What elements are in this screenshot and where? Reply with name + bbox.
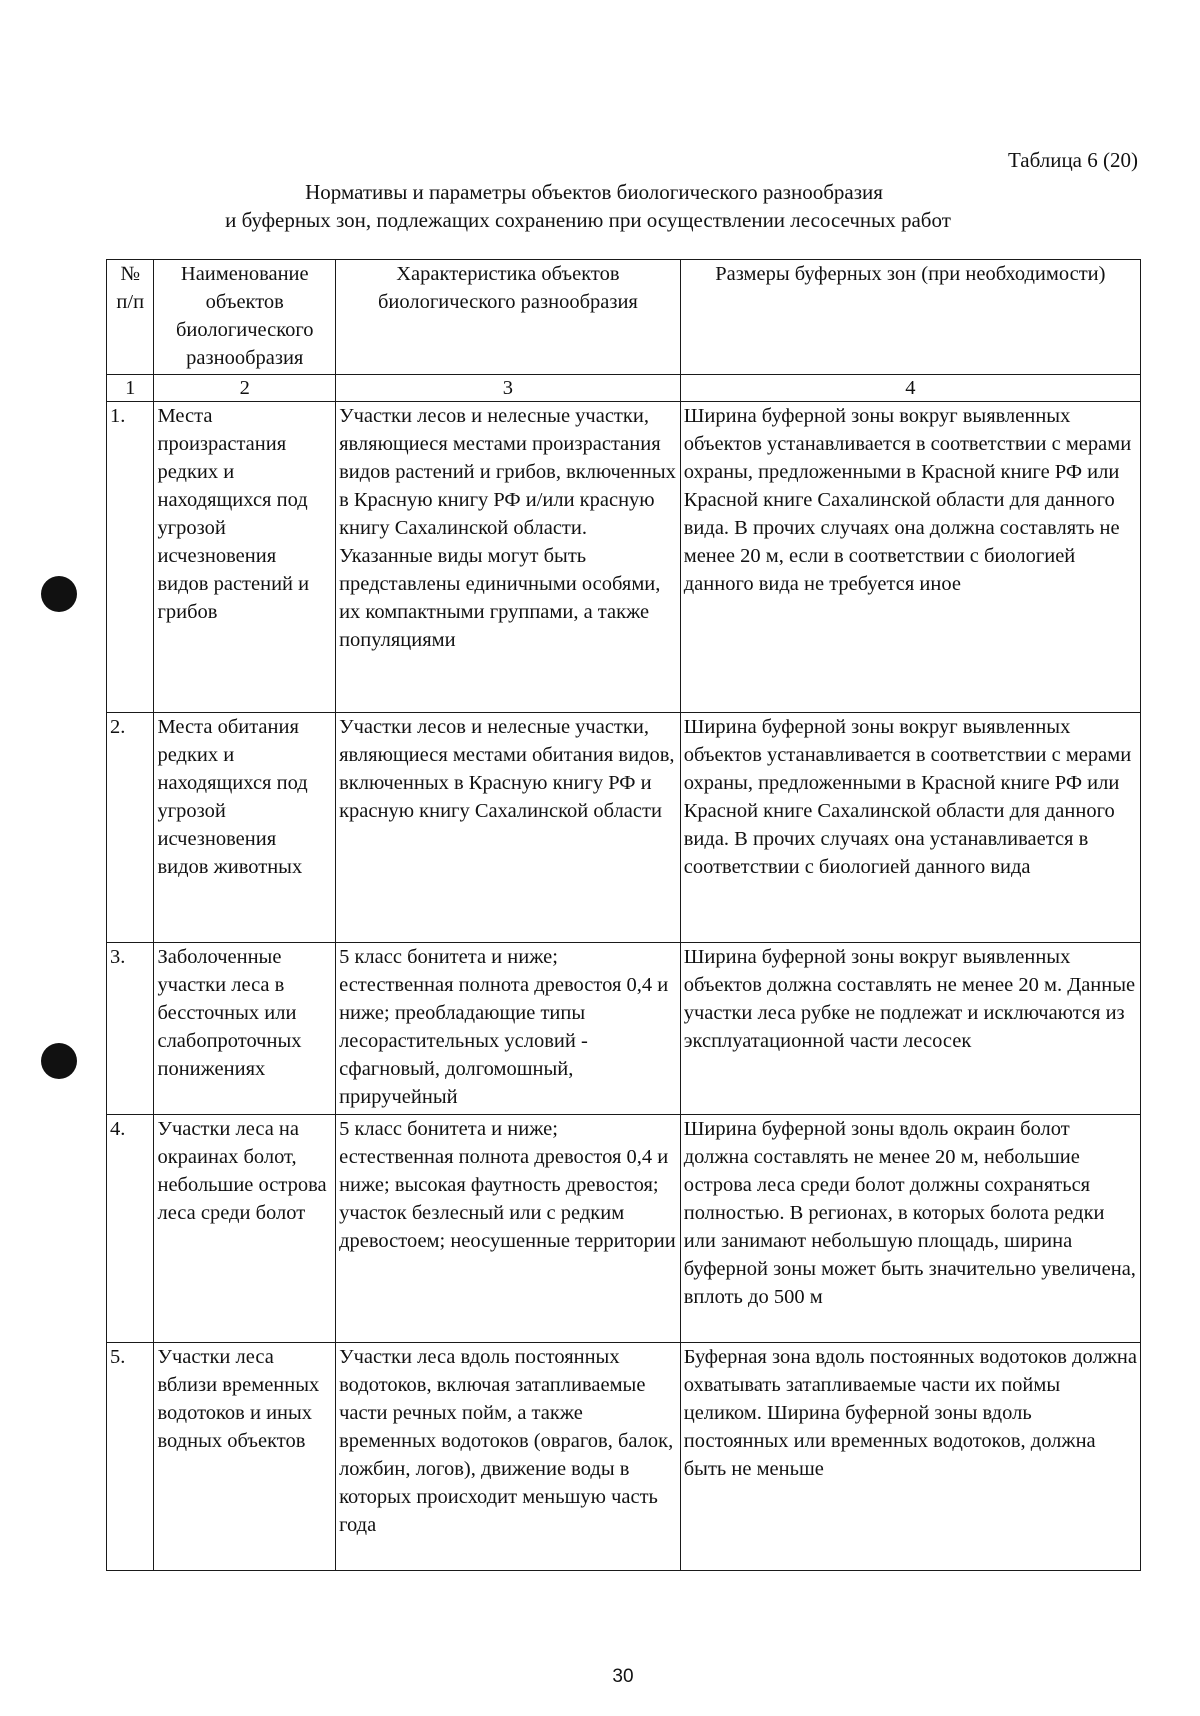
object-characteristic: Участки лесов и нелесные участки, являющиеся местами обитания видов, включенных в Красную книгу РФ и красную книгу Сахалинской области [336,713,681,943]
object-name: Участки леса вблизи временных водотоков и иных водных объектов [154,1343,336,1571]
object-name: Места обитания редких и находящихся под угрозой исчезновения видов животных [154,713,336,943]
table-row [107,943,1141,1115]
row-number: 4. [107,1115,154,1343]
table-header-row [107,260,1141,375]
table-title-line-2: и буферных зон, подлежащих сохранению при осуществлении лесосечных работ [225,208,951,232]
object-characteristic: Участки лесов и нелесные участки, являющиеся местами произрастания видов растений и грибов, включенных в Красную книгу РФ и/или красную книгу Сахалинской области. Указанные виды могут быть представлены единичными особями, их компактными группами, а также популяциями [336,402,681,713]
buffer-zone-size: Ширина буферной зоны вокруг выявленных объектов устанавливается в соответствии с мерами охраны, предложенными в Красной книге РФ или Красной книге Сахалинской области для данного вида. В прочих случаях она должна составлять не менее 20 м, если в соответствии с биологией данного вида не требуется иное [680,402,1140,713]
header-buffer-size: Размеры буферных зон (при необходимости) [680,260,1140,375]
index-cell: 1 [107,375,154,402]
row-number: 5. [107,1343,154,1571]
object-name: Заболоченные участки леса в бессточных или слабопроточных понижениях [154,943,336,1115]
page-number: 30 [612,1666,634,1687]
table-row [107,1343,1141,1571]
index-cell: 4 [680,375,1140,402]
header-characteristic: Характеристика объектов биологического разнообразия [336,260,681,375]
index-cell: 3 [336,375,681,402]
table-row [107,402,1141,713]
row-number: 2. [107,713,154,943]
punch-hole-mark [41,576,77,612]
buffer-zone-size: Ширина буферной зоны вдоль окраин болот должна составлять не менее 20 м, небольшие острова леса среди болот должны сохраняться полностью. В регионах, в которых болота редки или занимают небольшую площадь, ширина буферной зоны может быть значительно увеличена, вплоть до 500 м [680,1115,1140,1343]
object-characteristic: 5 класс бонитета и ниже; естественная полнота древостоя 0,4 и ниже; высокая фаутность древостоя; участок безлесный или с редким древостоем; неосушенные территории [336,1115,681,1343]
header-number: № п/п [107,260,154,375]
table-index-row [107,375,1141,402]
index-cell: 2 [154,375,336,402]
buffer-zone-size: Буферная зона вдоль постоянных водотоков должна охватывать затапливаемые части их поймы целиком. Ширина буферной зоны вдоль постоянных или временных водотоков, должна быть не меньше [680,1343,1140,1571]
table-title-line-1: Нормативы и параметры объектов биологического разнообразия [305,180,883,204]
punch-hole-mark [41,1043,77,1079]
row-number: 1. [107,402,154,713]
object-characteristic: 5 класс бонитета и ниже; естественная полнота древостоя 0,4 и ниже; преобладающие типы лесорастительных условий - сфагновый, долгомошный, приручейный [336,943,681,1115]
table-row [107,713,1141,943]
buffer-zone-size: Ширина буферной зоны вокруг выявленных объектов устанавливается в соответствии с мерами охраны, предложенными в Красной книге РФ или Красной книге Сахалинской области для данного вида. В прочих случаях она устанавливается в соответствии с биологией данного вида [680,713,1140,943]
object-name: Места произрастания редких и находящихся под угрозой исчезновения видов растений и грибов [154,402,336,713]
table-row [107,1115,1141,1343]
norms-table [106,259,1141,1571]
table-label: Таблица 6 (20) [1007,148,1138,172]
header-name: Наименование объектов биологического разнообразия [154,260,336,375]
object-characteristic: Участки леса вдоль постоянных водотоков, включая затапливаемые части речных пойм, а также временных водотоков (оврагов, балок, ложбин, логов), движение воды в которых происходит меньшую часть года [336,1343,681,1571]
row-number: 3. [107,943,154,1115]
buffer-zone-size: Ширина буферной зоны вокруг выявленных объектов должна составлять не менее 20 м. Данные участки леса рубке не подлежат и исключаются из эксплуатационной части лесосек [680,943,1140,1115]
object-name: Участки леса на окраинах болот, небольшие острова леса среди болот [154,1115,336,1343]
